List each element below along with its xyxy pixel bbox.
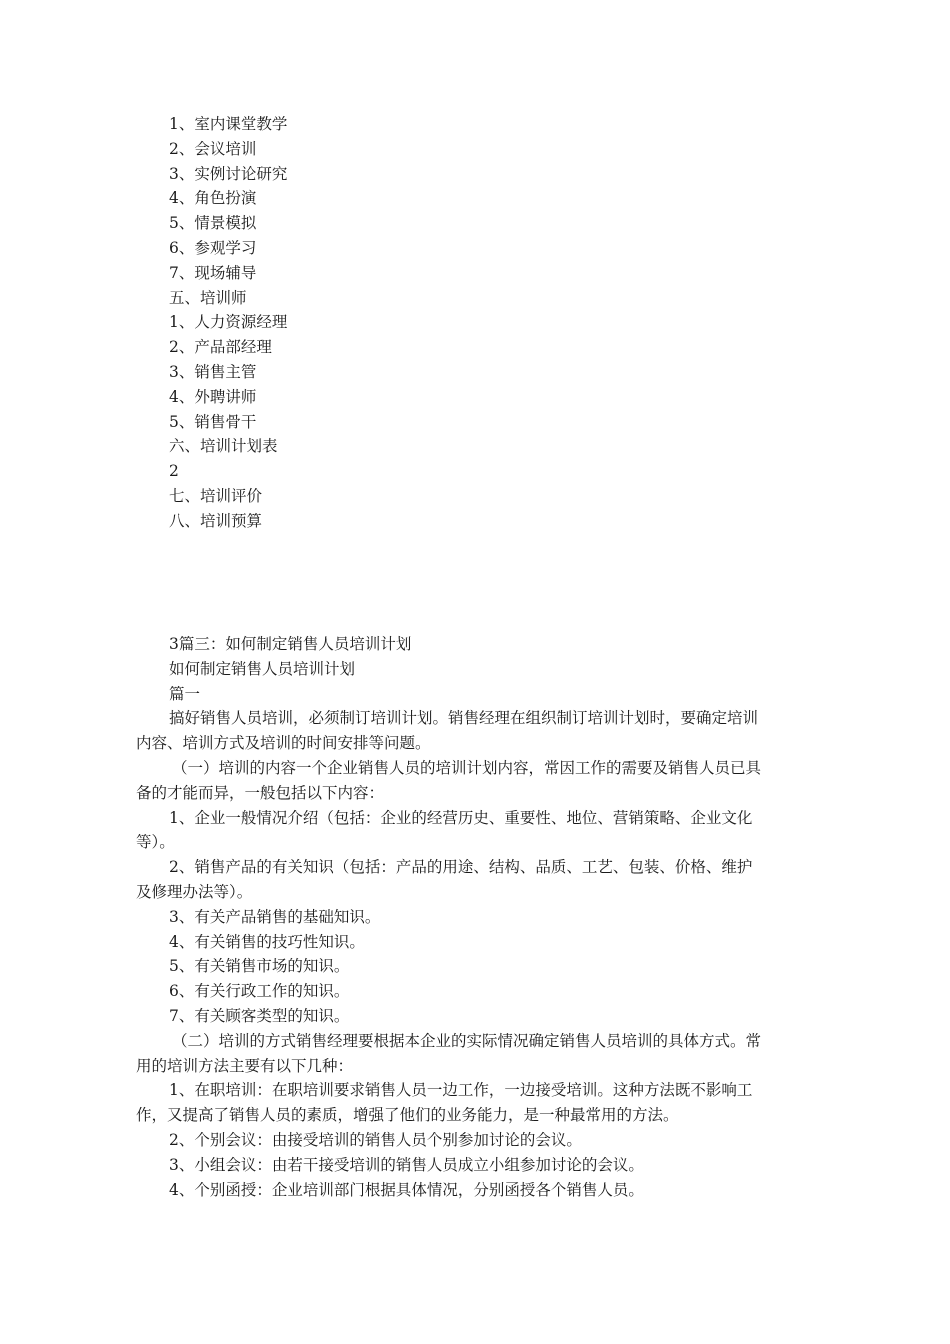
method-item: 作，又提高了销售人员的素质，增强了他们的业务能力，是一种最常用的方法。 (136, 1106, 679, 1125)
section-line: （二）培训的方式销售经理要根据本企业的实际情况确定销售人员培训的具体方式。常 (172, 1031, 762, 1050)
list-item: 1、室内课堂教学 (169, 115, 288, 133)
list-item: 3、实例讨论研究 (169, 164, 288, 183)
section-heading: 七、培训评价 (169, 486, 263, 505)
content-item: 4、有关销售的技巧性知识。 (169, 932, 365, 951)
section-heading: 八、培训预算 (169, 511, 263, 530)
content-item: 1、企业一般情况介绍（包括：企业的经营历史、重要性、地位、营销策略、企业文化 (169, 808, 753, 827)
stray-number: 2 (169, 462, 179, 481)
method-item: 4、个别函授：企业培训部门根据具体情况，分别函授各个销售人员。 (169, 1180, 644, 1199)
list-item: 2、产品部经理 (169, 338, 272, 357)
content-item: 及修理办法等）。 (136, 882, 253, 901)
list-item: 5、情景模拟 (169, 214, 257, 233)
list-item: 6、参观学习 (169, 238, 257, 257)
content-item: 6、有关行政工作的知识。 (169, 982, 350, 1001)
article-heading: 3篇三：如何制定销售人员培训计划 (169, 635, 412, 653)
list-item: 1、人力资源经理 (169, 313, 288, 332)
article-subtitle: 如何制定销售人员培训计划 (169, 659, 356, 678)
section-heading: 六、培训计划表 (169, 437, 278, 456)
intro-line: 内容、培训方式及培训的时间安排等问题。 (136, 734, 431, 753)
method-item: 2、个别会议：由接受培训的销售人员个别参加讨论的会议。 (169, 1130, 582, 1149)
list-item: 2、会议培训 (169, 139, 257, 158)
intro-line: 搞好销售人员培训，必须制订培训计划。销售经理在组织制订培训计划时，要确定培训 (169, 709, 759, 728)
section-line: 备的才能而异，一般包括以下内容： (136, 783, 385, 802)
list-item: 4、角色扮演 (169, 189, 257, 208)
outline-list (169, 112, 809, 534)
content-item: 3、有关产品销售的基础知识。 (169, 907, 381, 926)
content-item: 7、有关顾客类型的知识。 (169, 1006, 350, 1025)
list-item: 5、销售骨干 (169, 412, 257, 431)
section-line: （一）培训的内容一个企业销售人员的培训计划内容，常因工作的需要及销售人员已具 (172, 758, 762, 777)
section-heading: 五、培训师 (169, 288, 247, 307)
content-item: 2、销售产品的有关知识（包括：产品的用途、结构、品质、工艺、包装、价格、维护 (169, 858, 753, 877)
content-item: 5、有关销售市场的知识。 (169, 957, 350, 976)
article-part-label: 篇一 (169, 684, 201, 703)
list-item: 3、销售主管 (169, 362, 257, 381)
list-item: 4、外聘讲师 (169, 387, 257, 406)
method-item: 3、小组会议：由若干接受培训的销售人员成立小组参加讨论的会议。 (169, 1155, 644, 1174)
section-line: 用的培训方法主要有以下几种： (136, 1056, 354, 1075)
list-item: 7、现场辅导 (169, 263, 257, 282)
content-item: 等）。 (136, 833, 175, 852)
method-item: 1、在职培训：在职培训要求销售人员一边工作，一边接受培训。这种方法既不影响工 (169, 1081, 753, 1100)
article (136, 632, 812, 1202)
